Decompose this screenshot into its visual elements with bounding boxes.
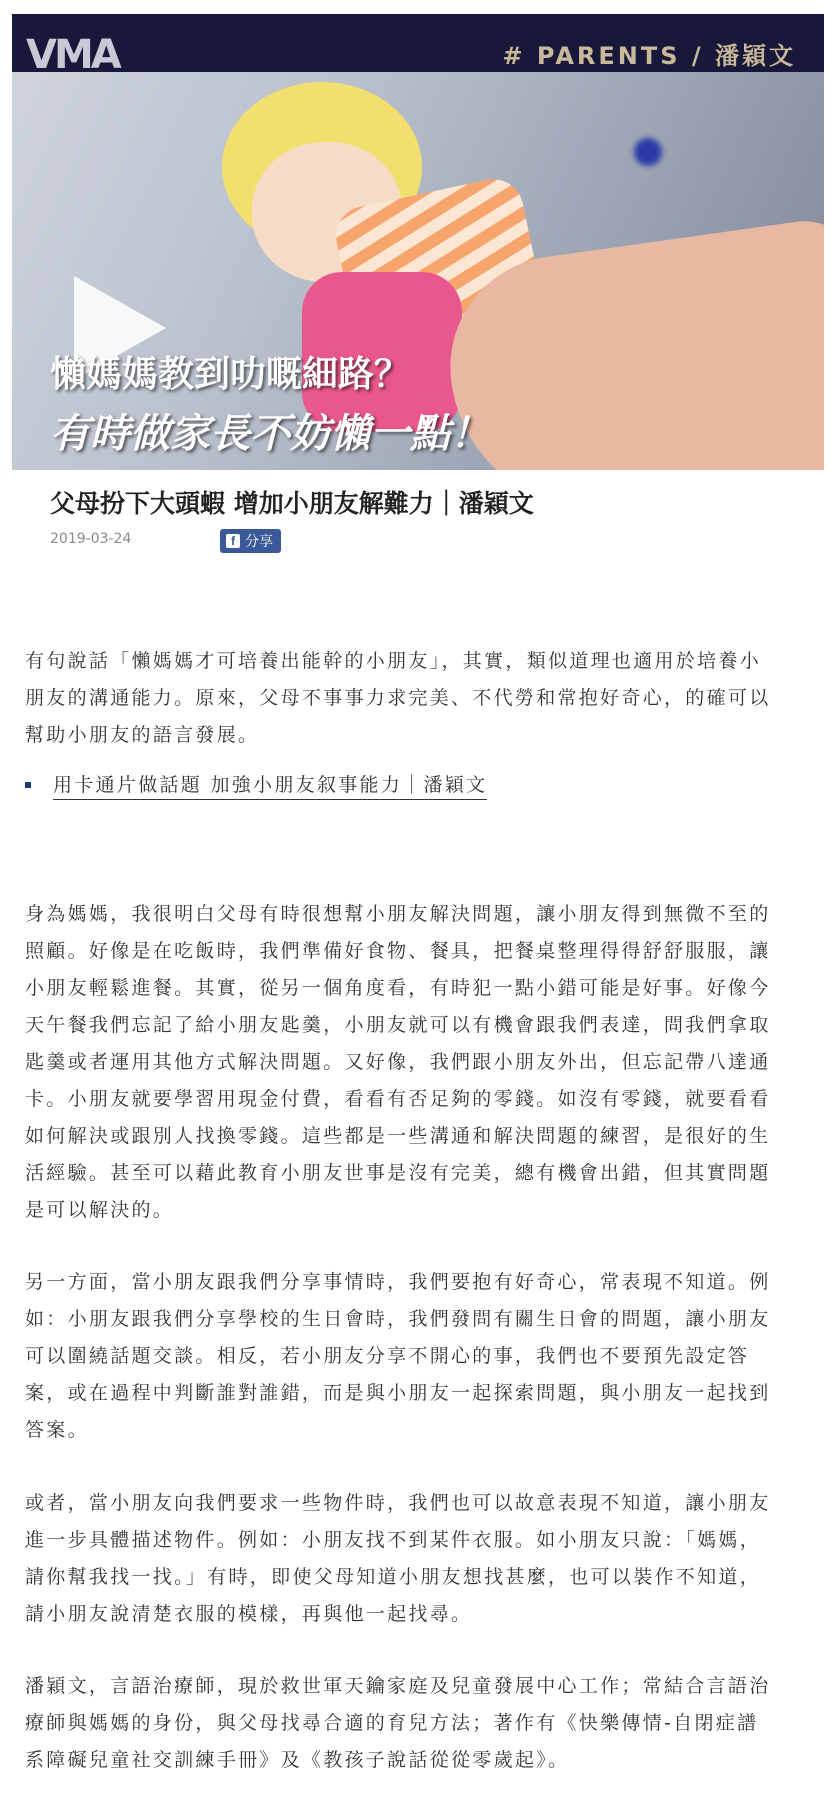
article-paragraph: 或者，當小朋友向我們要求一些物件時，我們也可以故意表現不知道，讓小朋友進一步具體描述物件。例如：小朋友找不到某件衣服。如小朋友只說：「媽媽，請你幫我找一找。」有時，即使父母知道小朋友想找甚麼，也可以裝作不知道，請小朋友說清楚衣服的模樣，再與他一起找尋。 (25, 1492, 771, 1625)
article-paragraph: 另一方面，當小朋友跟我們分享事情時，我們要抱有好奇心，常表現不知道。例如：小朋友跟我們分享學校的生日會時，我們發問有關生日會的問題，讓小朋友可以圍繞話題交談。相反，若小朋友分享不開心的事，我們也不要預先設定答案，或在過程中判斷誰對誰錯，而是與小朋友一起探索問題，與小朋友一起找到答案。 (25, 1271, 771, 1441)
video-player[interactable] (12, 14, 824, 470)
author-bio: 潘穎文，言語治療師，現於救世軍天鑰家庭及兒童發展中心工作；常結合言語治療師與媽媽的身份，與父母找尋合適的育兒方法；著作有《快樂傳情-自閉症譜系障礙兒童社交訓練手冊》及《教孩子說話從從零歲起》。 (25, 1675, 771, 1771)
bullet-icon (25, 782, 31, 788)
article-paragraph: 身為媽媽，我很明白父母有時很想幫小朋友解決問題，讓小朋友得到無微不至的照顧。好像是在吃飯時，我們準備好食物、餐具，把餐桌整理得得舒舒服服，讓小朋友輕鬆進餐。其實，從另一個角度看，有時犯一點小錯可能是好事。好像今天午餐我們忘記了給小朋友匙羹，小朋友就可以有機會跟我們表達，問我們拿取匙羹或者運用其他方式解決問題。又好像，我們跟小朋友外出，但忘記帶八達通卡。小朋友就要學習用現金付費，看看有否足夠的零錢。如沒有零錢，就要看看如何解決或跟別人找換零錢。這些都是一些溝通和解決問題的練習，是很好的生活經驗。甚至可以藉此教育小朋友世事是沒有完美，總有機會出錯，但其實問題是可以解決的。 (25, 903, 771, 1221)
related-article-item (25, 770, 487, 800)
related-article-link[interactable]: 用卡通片做話題 加強小朋友叙事能力｜潘穎文 (53, 770, 487, 800)
facebook-share-button[interactable] (220, 529, 281, 553)
video-caption-line2: 有時做家長不妨懶一點！ (50, 410, 490, 457)
article-title: 父母扮下大頭蝦 增加小朋友解難力｜潘穎文 (50, 489, 534, 518)
video-tag: # PARENTS / 潘穎文 (502, 42, 796, 70)
brand-logo: VMA (26, 32, 119, 78)
video-caption-line1: 懶媽媽教到叻嘅細路？ (50, 354, 411, 395)
facebook-icon: f (226, 534, 240, 548)
share-label: 分享 (245, 534, 273, 550)
article-paragraph: 有句說話「懶媽媽才可培養出能幹的小朋友」，其實，類似道理也適用於培養小朋友的溝通能力。原來，父母不事事力求完美、不代勞和常抱好奇心，的確可以幫助小朋友的語言發展。 (25, 650, 771, 746)
article-date: 2019-03-24 (50, 531, 132, 547)
